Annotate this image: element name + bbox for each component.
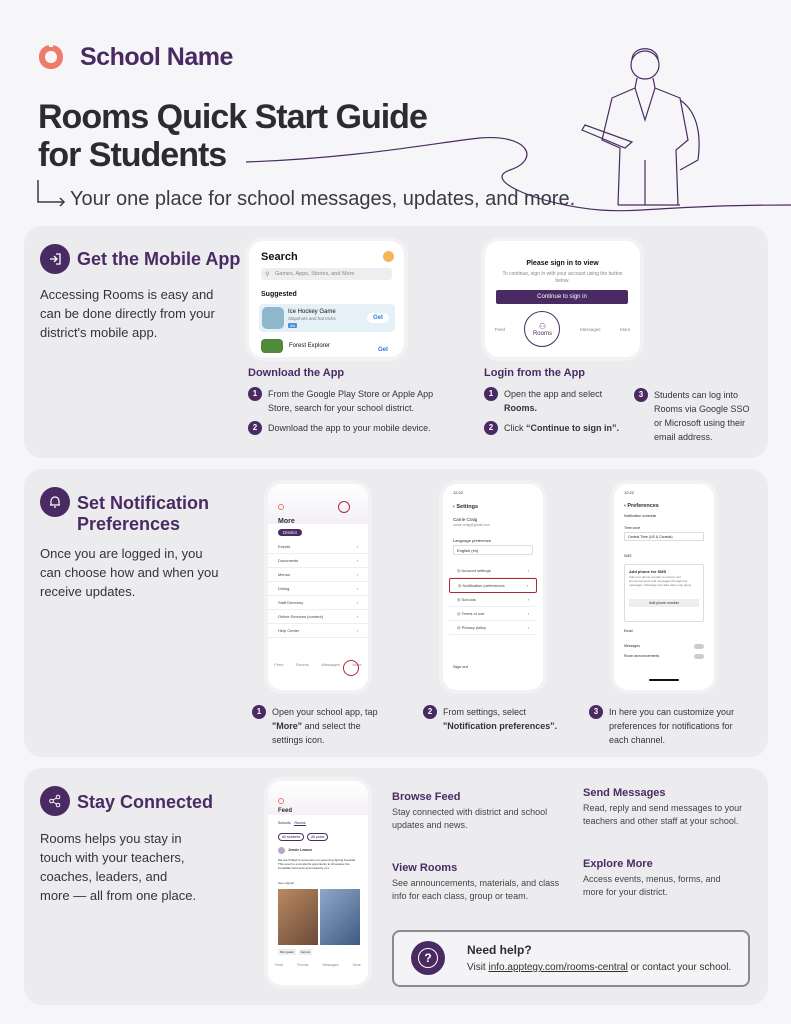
- page-subtitle: Your one place for school messages, updates, and more.: [70, 188, 576, 210]
- hockey-app-icon: [262, 307, 284, 329]
- store-search-input[interactable]: Games, Apps, Stories, and More: [261, 268, 392, 280]
- tab-rooms[interactable]: Rooms: [294, 821, 306, 825]
- get-button[interactable]: Get: [377, 347, 388, 353]
- tab-rooms[interactable]: ⚇ Rooms: [524, 311, 560, 347]
- bell-icon: [40, 487, 70, 517]
- help-text: Visit info.apptegy.com/rooms-central or contact your school.: [467, 962, 732, 973]
- explore-more-title: Explore More: [583, 858, 653, 870]
- more-menu-item[interactable]: Help Center ›: [268, 624, 368, 638]
- settings-menu-item[interactable]: ◎ Privacy policy ›: [449, 621, 537, 635]
- explore-more-desc: Access events, menus, forms, and more for your district.: [583, 874, 721, 897]
- bottom-tab-bar: [268, 963, 368, 967]
- help-title: Need help?: [467, 943, 532, 957]
- tab-more[interactable]: More: [619, 327, 631, 332]
- settings-screen-screenshot: 12:22 ‹ Settings Carrie Craig carrie.craig@gmail.com Language preference English (en) ◎ Account settings › ◎ Notification preferences › ◎ Schools › ◎ Terms of use › ◎ Privacy policy › Sign out: [443, 484, 543, 690]
- notification-preferences-item[interactable]: ◎ Notification preferences ›: [449, 578, 537, 593]
- school-logo-icon: [278, 798, 284, 804]
- view-rooms-title: View Rooms: [392, 862, 458, 874]
- download-step-2: 2 Download the app to your mobile device.: [248, 421, 448, 435]
- post-tags: Mini goals Juniors: [280, 950, 311, 954]
- notif-step-2: 2 From settings, select "Notification preferences".: [423, 705, 568, 733]
- preferences-heading: ‹ Preferences: [624, 503, 659, 509]
- tab-more[interactable]: More: [352, 662, 362, 667]
- language-select[interactable]: English (en): [453, 545, 533, 555]
- avatar: [278, 847, 285, 854]
- more-menu-item[interactable]: Menus ›: [268, 568, 368, 582]
- send-messages-title: Send Messages: [583, 787, 666, 799]
- page-title: Rooms Quick Start Guide for Students: [38, 98, 427, 174]
- download-step-1: 1 From the Google Play Store or Apple App Store, search for your school district.: [248, 387, 448, 415]
- tab-messages[interactable]: Messages: [321, 662, 340, 667]
- send-messages-desc: Read, reply and send messages to your teachers and other staff at your school.: [583, 803, 743, 826]
- feed-filters: [278, 833, 328, 841]
- timezone-select[interactable]: Central Time (US & Canada): [624, 532, 704, 541]
- tab-rooms[interactable]: Rooms: [297, 963, 309, 967]
- tab-feed[interactable]: Feed: [494, 327, 505, 332]
- question-icon: ?: [411, 941, 445, 975]
- more-menu-item[interactable]: Events ›: [268, 540, 368, 554]
- feed-tabs: [278, 821, 306, 826]
- get-button[interactable]: Get: [367, 313, 389, 323]
- room-announcements-toggle-row: Room announcements: [624, 654, 704, 659]
- suggested-label: Suggested: [261, 291, 297, 298]
- tab-schools[interactable]: Schools: [278, 821, 291, 825]
- browse-feed-desc: Stay connected with district and school updates and news.: [392, 807, 548, 830]
- room-announcements-toggle[interactable]: [694, 654, 704, 659]
- more-menu-item[interactable]: Dining ›: [268, 582, 368, 596]
- settings-menu-list: [449, 564, 537, 635]
- settings-menu-item[interactable]: ◎ Account settings ›: [449, 564, 537, 578]
- school-logo-icon: [36, 42, 66, 72]
- more-menu-item[interactable]: Online Services (content) ›: [268, 610, 368, 624]
- more-menu-item[interactable]: Staff Directory ›: [268, 596, 368, 610]
- tab-more[interactable]: More: [352, 963, 361, 967]
- tab-feed[interactable]: Feed: [274, 662, 284, 667]
- download-heading: Download the App: [248, 367, 345, 379]
- settings-heading: ‹ Settings: [453, 504, 479, 510]
- section-description: Rooms helps you stay in touch with your teachers, coaches, leaders, and more — all from one place.: [40, 831, 197, 903]
- sign-out-link[interactable]: Sign out: [453, 664, 468, 669]
- search-icon: ⚲: [265, 272, 270, 278]
- notif-step-1: 1 Open your school app, tap "More" and select the settings icon.: [252, 705, 382, 747]
- tab-feed[interactable]: Feed: [275, 963, 284, 967]
- messages-toggle-row: Messages: [624, 644, 704, 649]
- filter-chip[interactable]: All posts: [307, 833, 328, 841]
- preferences-screen-screenshot: 12:22 ‹ Preferences Notification schedule Time zone Central Time (US & Canada) SMS Add phone for SMS Add your phone number to receive text announcements and messages through text messages. Message and data rates may apply. Add phone number Email Messages Room announcements: [614, 484, 714, 690]
- help-box: [392, 930, 750, 987]
- avatar: [383, 251, 394, 262]
- bottom-tab-bar: [485, 317, 640, 347]
- settings-menu-item[interactable]: ◎ Terms of use ›: [449, 607, 537, 621]
- view-rooms-desc: See announcements, materials, and class info for each class, group or team.: [392, 878, 560, 901]
- suggested-app-card: Ice Hockey Game Slapshots and hat tricks Ad Get: [259, 304, 395, 332]
- school-name: School Name: [80, 43, 233, 71]
- rooms-people-icon: ⚇: [538, 321, 547, 331]
- sign-in-screenshot: Please sign in to view To continue, sign in with your account using the button below. Continue to sign in Feed ⚇ Rooms Messages More: [485, 241, 640, 357]
- more-menu-item[interactable]: Documents ›: [268, 554, 368, 568]
- login-arrow-icon: [40, 244, 70, 274]
- forest-app-icon: [261, 339, 283, 353]
- section-title: Set Notification Preferences: [77, 493, 210, 534]
- login-heading: Login from the App: [484, 367, 586, 379]
- section-title: Stay Connected: [77, 792, 214, 812]
- settings-menu-item[interactable]: ◎ Schools ›: [449, 593, 537, 607]
- more-tab-highlight[interactable]: [343, 660, 362, 676]
- tab-messages[interactable]: Messages: [322, 963, 339, 967]
- store-heading: Search: [261, 251, 298, 263]
- more-screen-screenshot: More District Events › Documents › Menus › Dining › Staff Directory › Online Services (content) › Help Center › Feed Rooms Messages More: [268, 484, 368, 690]
- share-icon: [40, 786, 70, 816]
- student-line-illustration: [240, 30, 791, 215]
- add-phone-card: Add phone for SMS Add your phone number to receive text announcements and messages through text messages. Message and data rates may apply. Add phone number: [624, 564, 704, 622]
- tab-messages[interactable]: Messages: [579, 327, 601, 332]
- arrow-return-icon: [36, 178, 68, 208]
- add-phone-button[interactable]: Add phone number: [629, 599, 699, 607]
- browse-feed-title: Browse Feed: [392, 791, 461, 803]
- more-menu-list: [268, 540, 368, 638]
- feed-screen-screenshot: Feed Schools Rooms All students All posts Jennie Leanne We are thrilled to announce our upcoming Spring Festival! This event is a wonderful opportunity to showcase the incredible hard work and creativity of o... See original Mini goals Juniors Feed Rooms Messages More: [268, 781, 368, 985]
- notif-step-3: 3 In here you can customize your preferences for notifications for each channel.: [589, 705, 739, 747]
- see-original-link[interactable]: See original: [278, 881, 294, 885]
- section-title: Get the Mobile App: [77, 249, 241, 269]
- app-store-screenshot: Search Games, Apps, Stories, and More ⚲ Suggested Ice Hockey Game Slapshots and hat tricks Ad Get Forest Explorer Get: [249, 241, 404, 357]
- login-step-3: 3 Students can log into Rooms via Google SSO or Microsoft using their email address.: [634, 388, 752, 444]
- settings-icon[interactable]: [338, 501, 350, 513]
- district-chip[interactable]: District: [278, 529, 302, 536]
- login-step-1: 1 Open the app and select Rooms.: [484, 387, 614, 415]
- section-description: Once you are logged in, you can choose how and when you receive updates.: [40, 546, 219, 599]
- continue-sign-in-button[interactable]: Continue to sign in: [496, 290, 628, 304]
- help-link[interactable]: info.apptegy.com/rooms-central: [488, 962, 628, 973]
- login-step-2: 2 Click “Continue to sign in”.: [484, 421, 624, 435]
- tab-rooms[interactable]: Rooms: [296, 662, 309, 667]
- messages-toggle[interactable]: [694, 644, 704, 649]
- filter-chip[interactable]: All students: [278, 833, 304, 841]
- section-description: Accessing Rooms is easy and can be done directly from your district's mobile app.: [40, 287, 215, 340]
- post-photos: [278, 889, 360, 945]
- school-logo-icon: [278, 504, 284, 510]
